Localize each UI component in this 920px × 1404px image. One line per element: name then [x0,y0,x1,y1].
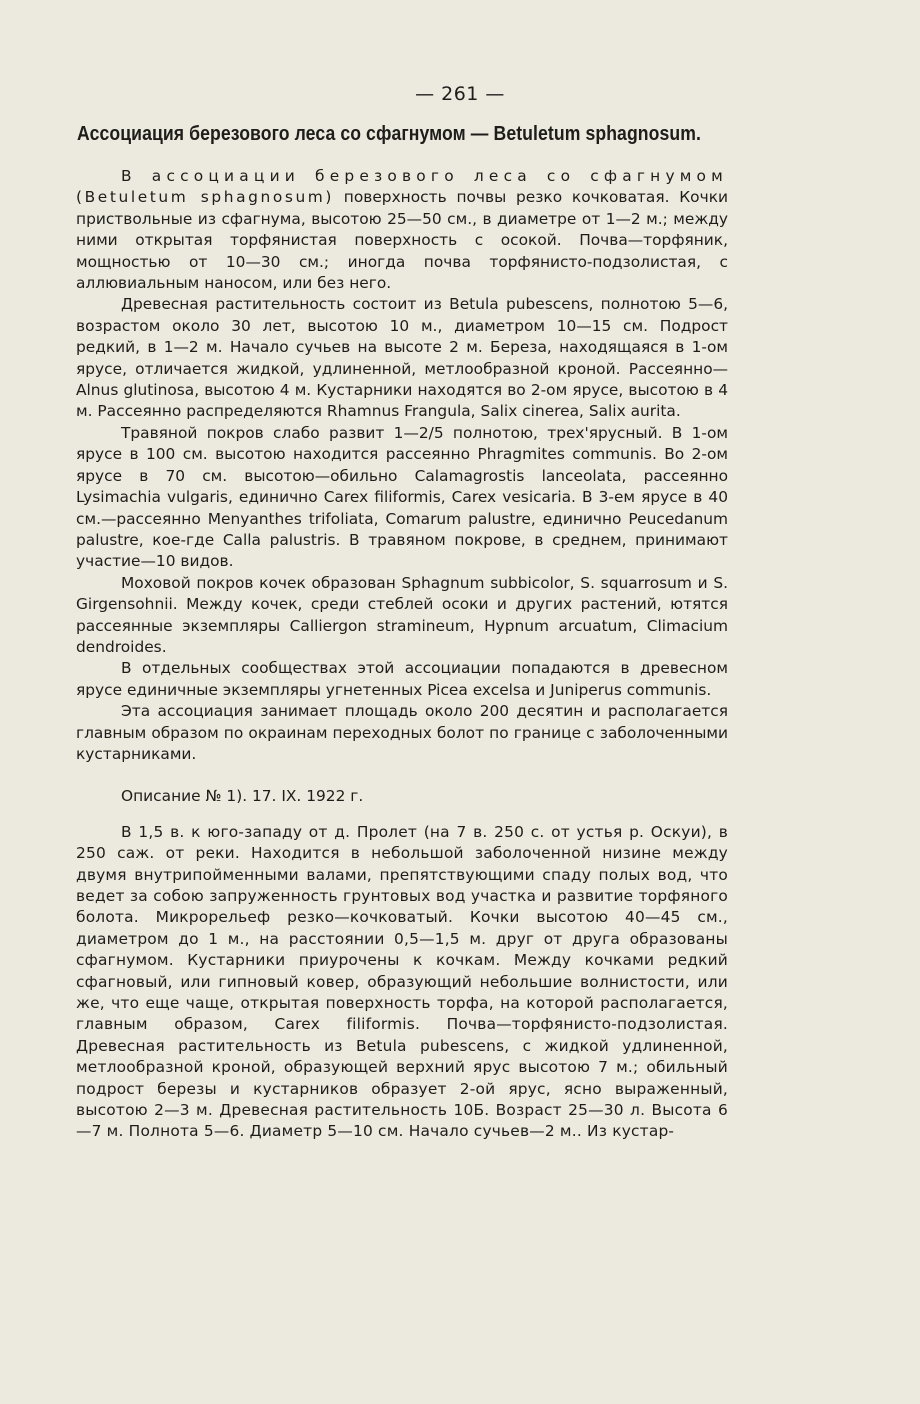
page-number: — 261 — [415,83,505,105]
paragraph-intro [76,166,728,294]
paragraph-tree-layer: Древесная растительность состоит из Betula pubescens, полнотою 5—6, возрастом около 30 лет, высотою 10 м., диаметром 10—15 см. Подрост редкий, в 1—2 м. Начало сучьев на высоте 2 м. Береза, находящаяся в 1-ом ярусе, отличается жидкой, удлиненной, метлообразной кроной. Рассеянно—Alnus glutinosa, высотою 4 м. Кустарники находятся во 2-ом ярусе, высотою в 4 м. Рассеянно распределяются Rhamnus Frangula, Salix cinerea, Salix aurita. [76,295,728,421]
intro-rest-text: поверхность почвы резко кочковатая. Кочки приствольные из сфагнума, высотою 25—50 см., в диаметре от 1—2 м.; между ними открытая торфянистая поверхность с осокой. Почва—торфяник, мощностью от 10—30 см.; иногда почва торфянисто-подзолистая, с аллювиальным наносом, или без него. [76,188,728,293]
paragraph-area: Эта ассоциация занимает площадь около 200 десятин и располагается главным образом по окраинам переходных болот по границе с заболоченными кустарниками. [76,702,728,763]
description-heading: Описание № 1). 17. IX. 1922 г. [121,787,364,806]
intro-spaced-text: В ассоциации березового леса со сфагнумом [121,167,728,185]
paragraph-separate-communities: В отдельных сообществах этой ассоциации попадаются в древесном ярусе единичные экземпляры угнетенных Picea excelsa и Juniperus communis. [76,659,728,699]
paragraph-grass-cover: Травяной покров слабо развит 1—2/5 полнотою, трех'ярусный. В 1-ом ярусе в 100 см. высотою находится рассеянно Phragmites communis. Во 2-ом ярусе в 70 см. высотою—обильно Calamagrostis lanceolata, рассеянно Lysimachia vulgaris, единично Carex filiformis, Carex vesicaria. В 3-ем ярусе в 40 см.—рассеянно Menyanthes trifoliata, Comarum palustre, единично Peucedanum palustre, кое-где Calla palustris. В травяном покрове, в среднем, принимают участие—10 видов. [76,423,728,571]
latin-name-spaced: (Betuletum sphagnosum) [76,188,335,207]
section-heading: Ассоциация березового леса со сфагнумом — Betuletum sphagnosum. [77,122,702,145]
paragraph-moss-cover: Моховой покров кочек образован Sphagnum subbicolor, S. squarrosum и S. Girgensohnii. Между кочек, среди стеблей осоки и других растений, ютятся рассеянные экземпляры Calliergon stramineum, Hypnum arcuatum, Climacium dendroides. [76,573,728,656]
body-text [76,166,728,1143]
paragraph-description: В 1,5 в. к юго-западу от д. Пролет (на 7 в. 250 с. от устья р. Оскуи), в 250 саж. от реки. Находится в небольшой заболоченной низине между двумя внутрипойменными валами, препятствующими спаду полых вод, что ведет за собою запруженность грунтовых вод участка и развитие торфяного болота. Микрорельеф резко—кочковатый. Кочки высотою 40—45 см., диаметром до 1 м., на расстоянии 0,5—1,5 м. друг от друга образованы сфагнумом. Кустарники приурочены к кочкам. Между кочками редкий сфагновый, или гипновый ковер, образующий небольшие волнистости, или же, что еще чаще, открытая поверхность торфа, на которой располагается, главным образом, Carex filiformis. Почва—торфянисто-подзолистая. Древесная растительность из Betula pubescens, с жидкой удлиненной, метлообразной кроной, образующей верхний ярус высотою 7 м.; обильный подрост березы и кустарников образует 2-ой ярус, ясно выраженный, высотою 2—3 м. Древесная растительность 10Б. Возраст 25—30 л. Высота 6—7 м. Полнота 5—6. Диаметр 5—10 см. Начало сучьев—2 м.. Из кустар- [76,822,728,1141]
